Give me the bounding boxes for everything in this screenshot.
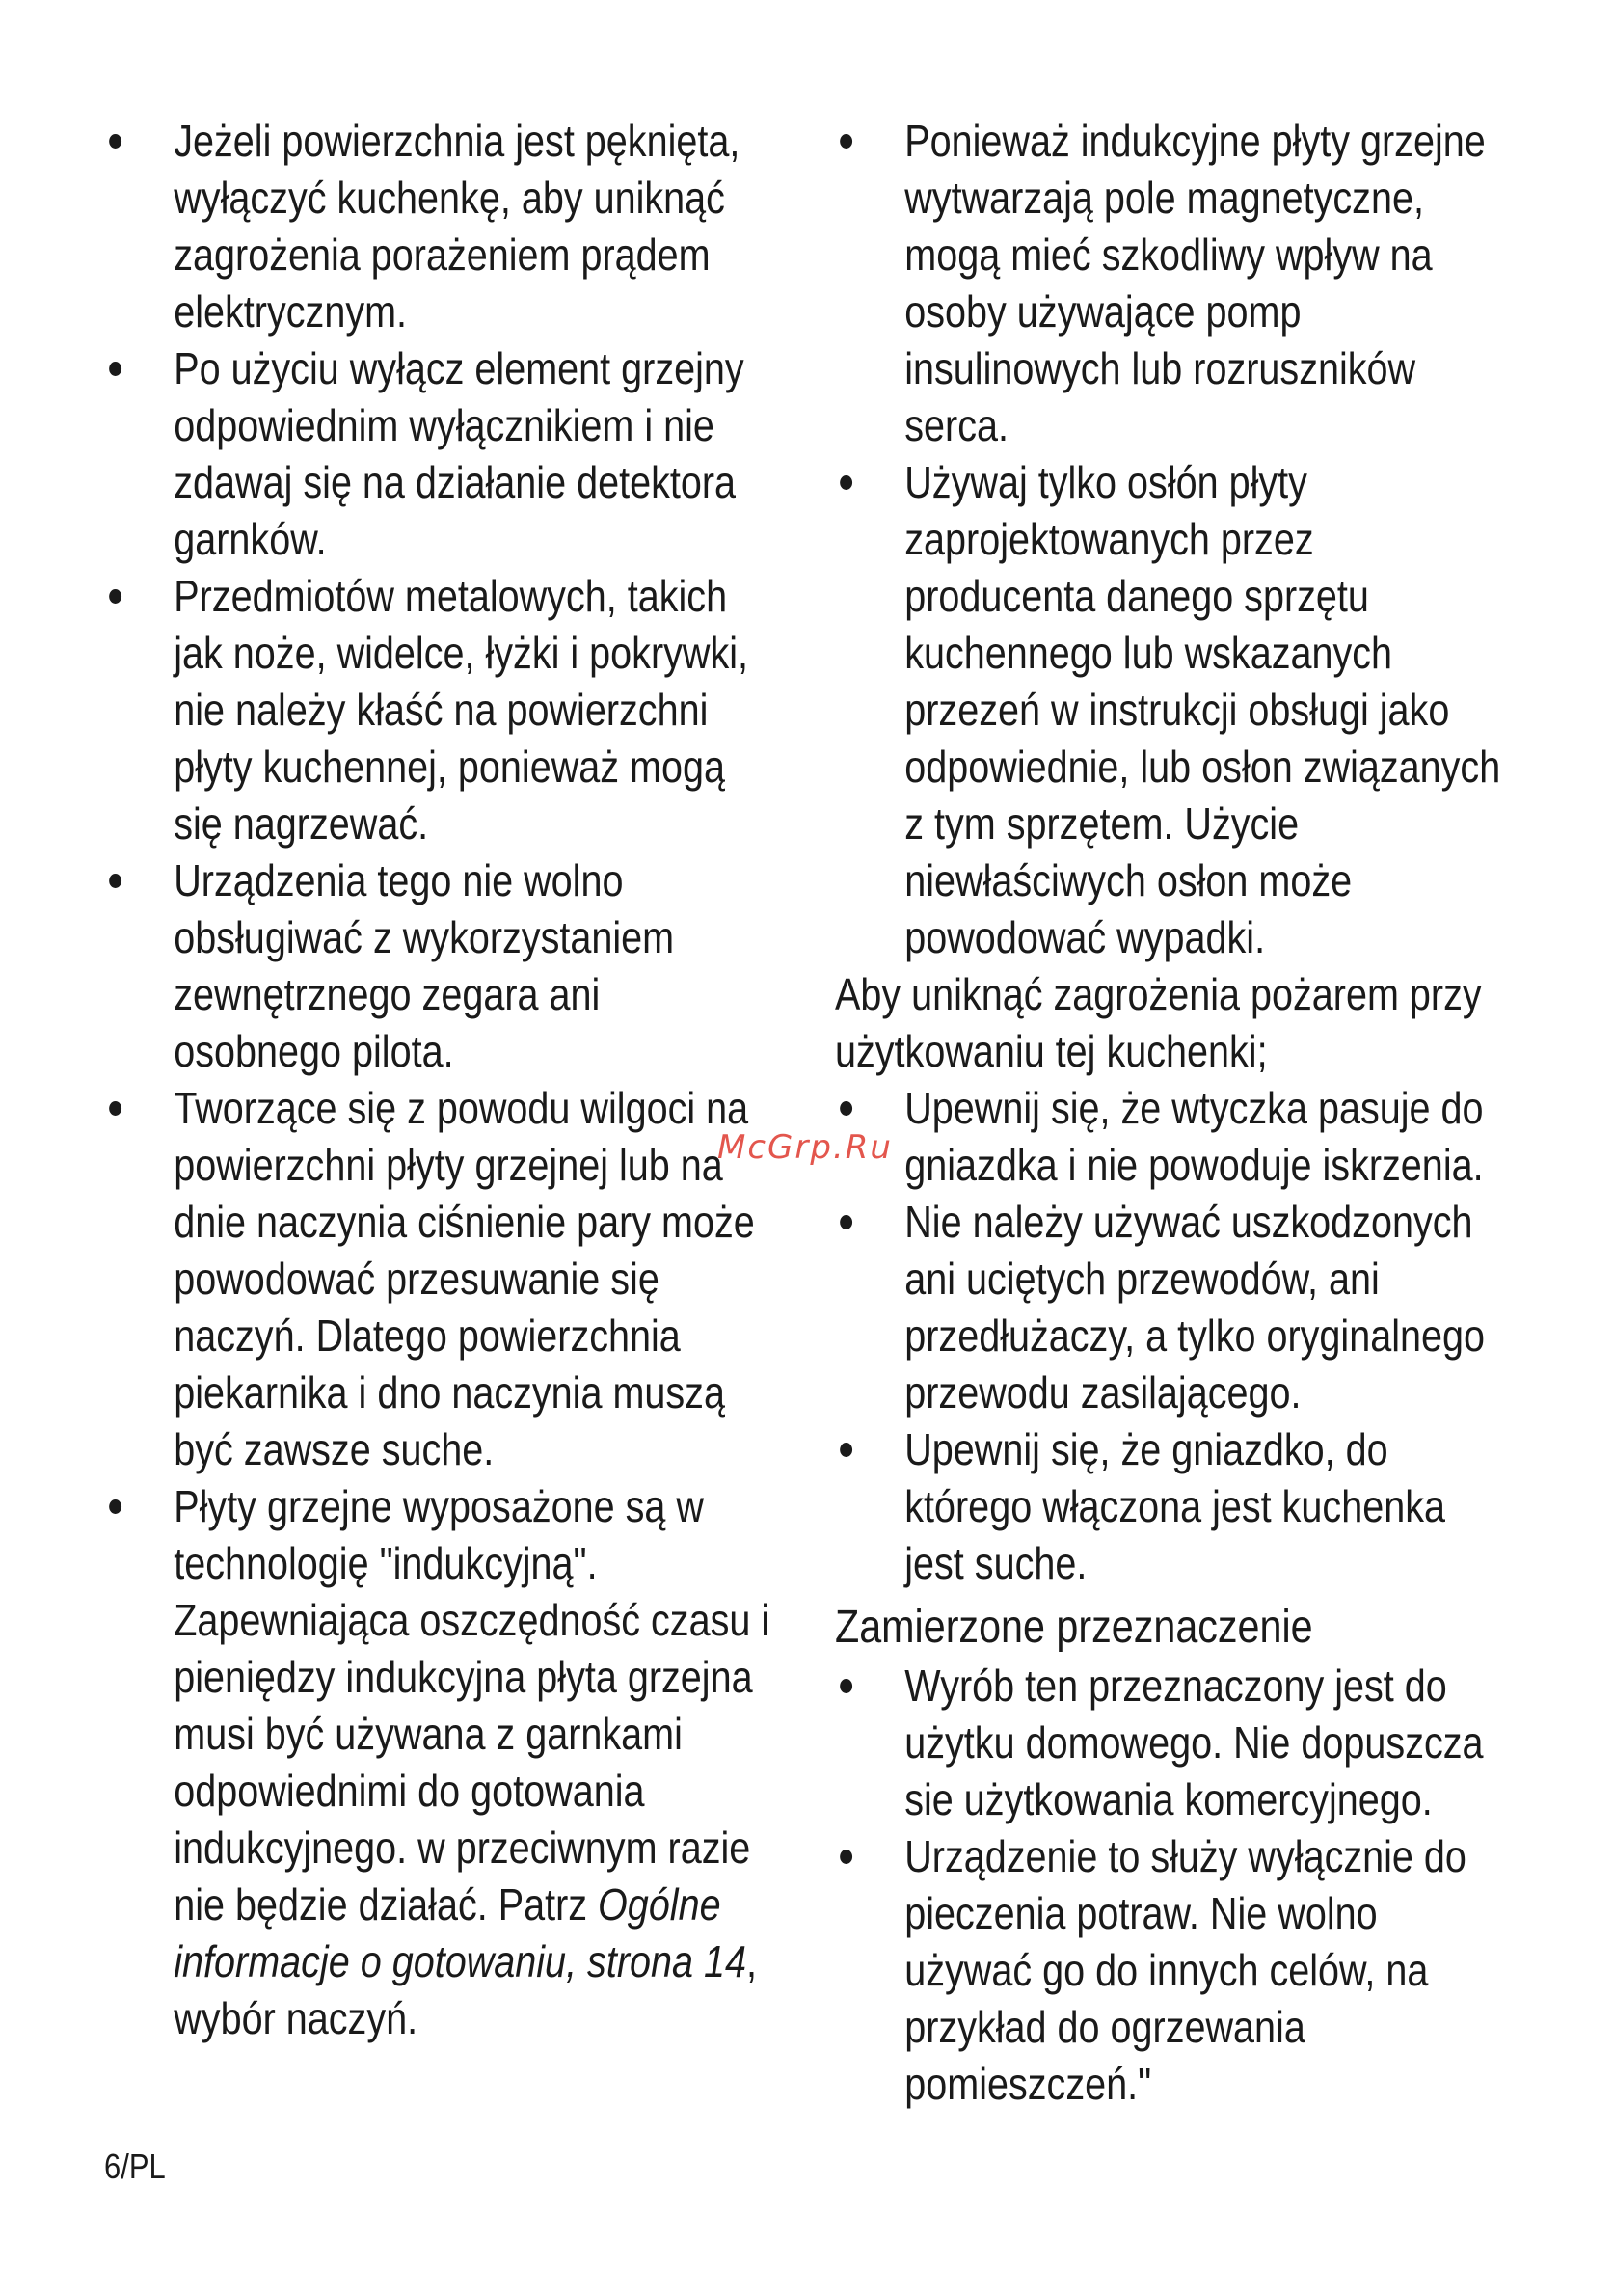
list-item: [104, 1478, 776, 2047]
section-heading: Zamierzone przeznaczenie: [835, 1602, 1313, 1653]
list-item: Upewnij się, że gniazdko, do którego włączona jest kuchenka jest suche.: [835, 1421, 1507, 1592]
page-number: 6/PL: [104, 2147, 166, 2186]
list-item: Upewnij się, że wtyczka pasuje do gniazdka i nie powoduje iskrzenia.: [835, 1080, 1507, 1194]
safety-list-left: [104, 113, 776, 2047]
cross-reference: Ogólne informacje o gotowaniu, strona 14: [174, 1879, 746, 1986]
list-item: Wyrób ten przeznaczony jest do użytku domowego. Nie dopuszcza sie użytkowania komercyjnego.: [835, 1658, 1507, 1828]
list-item: Po użyciu wyłącz element grzejny odpowiednim wyłącznikiem i nie zdawaj się na działanie detektora garnków.: [104, 340, 776, 568]
list-item: Nie należy używać uszkodzonych ani uciętych przewodów, ani przedłużaczy, a tylko oryginalnego przewodu zasilającego.: [835, 1194, 1507, 1421]
list-item: Jeżeli powierzchnia jest pęknięta, wyłączyć kuchenkę, aby uniknąć zagrożenia porażeniem prądem elektrycznym.: [104, 113, 776, 340]
intended-use-list: [835, 1658, 1507, 2113]
fire-safety-list: [835, 1080, 1507, 1592]
list-item: Ponieważ indukcyjne płyty grzejne wytwarzają pole magnetyczne, mogą mieć szkodliwy wpływ na osoby używające pomp insulinowych lub rozruszników serca.: [835, 113, 1507, 454]
watermark: McGrp.Ru: [717, 1128, 893, 1167]
right-column: [835, 113, 1507, 2113]
list-item: Przedmiotów metalowych, takich jak noże, widelce, łyżki i pokrywki, nie należy kłaść na powierzchni płyty kuchennej, ponieważ mogą się nagrzewać.: [104, 568, 776, 852]
list-item: Urządzenia tego nie wolno obsługiwać z wykorzystaniem zewnętrznego zegara ani osobnego pilota.: [104, 852, 776, 1080]
induction-text: Płyty grzejne wyposażone są w technologię "indukcyjną". Zapewniająca oszczędność czasu i pieniędzy indukcyjna płyta grzejna musi być używana z garnkami odpowiednimi do gotowania indukcyjnego. w przeciwnym razie nie będzie działać. Patrz: [174, 1481, 770, 1930]
left-column: [104, 113, 776, 2047]
list-item: Używaj tylko osłón płyty zaprojektowanych przez producenta danego sprzętu kuchennego lub wskazanych przezeń w instrukcji obsługi jako odpowiednie, lub osłon związanych z tym sprzętem. Użycie niewłaściwych osłon może powodować wypadki.: [835, 454, 1507, 966]
list-item: Urządzenie to służy wyłącznie do pieczenia potraw. Nie wolno używać go do innych celów, na przykład do ogrzewania pomieszczeń.": [835, 1828, 1507, 2113]
list-item: Tworzące się z powodu wilgoci na powierzchni płyty grzejnej lub na dnie naczynia ciśnienie pary może powodować przesuwanie się naczyń. Dlatego powierzchnia piekarnika i dno naczynia muszą być zawsze suche.: [104, 1080, 776, 1478]
fire-safety-intro: Aby uniknąć zagrożenia pożarem przy użytkowaniu tej kuchenki;: [835, 969, 1482, 1076]
induction-text-end: , wybór naczyń.: [174, 1936, 757, 2043]
safety-list-right: [835, 113, 1507, 966]
